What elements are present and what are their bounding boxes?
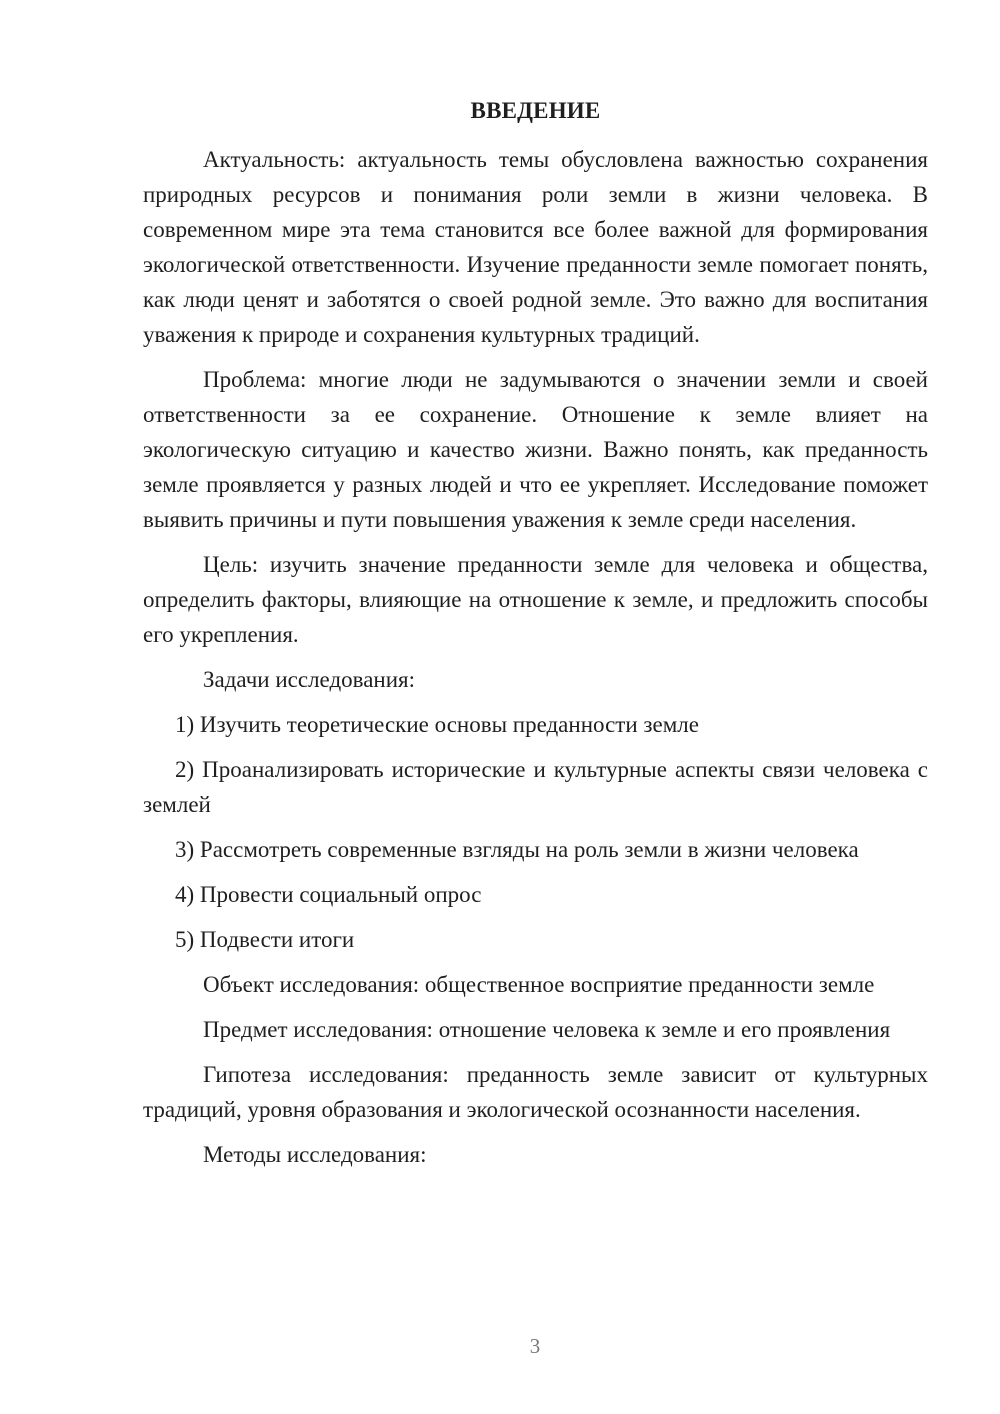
paragraph-problem: Проблема: многие люди не задумываются о значении земли и своей ответственности за ее сохранение. Отношение к земле влияет на экологическую ситуацию и качество жизни. Важно понять, как преданность земле проявляется у разных людей и что ее укрепляет. Исследование поможет выявить причины и пути повышения уважения к земле среди населения. xyxy=(143,367,928,532)
paragraph-goal: Цель: изучить значение преданности земле для человека и общества, определить факторы, влияющие на отношение к земле, и предложить способы его укрепления. xyxy=(143,552,928,647)
paragraph-object: Объект исследования: общественное восприятие преданности земле xyxy=(203,972,875,997)
paragraph-hypothesis: Гипотеза исследования: преданность земле зависит от культурных традиций, уровня образования и экологической осознанности населения. xyxy=(143,1062,928,1122)
page-number: 3 xyxy=(529,1334,541,1358)
paragraph-methods: Методы исследования: xyxy=(203,1142,427,1167)
paragraph-tasks-heading: Задачи исследования: xyxy=(203,667,416,692)
section-title: ВВЕДЕНИЕ xyxy=(470,98,601,123)
document-body xyxy=(143,142,928,1182)
task-item: 2) Проанализировать исторические и культурные аспекты связи человека с землей xyxy=(143,757,928,817)
task-item: 4) Провести социальный опрос xyxy=(175,882,482,907)
paragraph-relevance: Актуальность: актуальность темы обусловлена важностью сохранения природных ресурсов и понимания роли земли в жизни человека. В современном мире эта тема становится все более важной для формирования экологической ответственности. Изучение преданности земле помогает понять, как люди ценят и заботятся о своей родной земле. Это важно для воспитания уважения к природе и сохранения культурных традиций. xyxy=(143,147,928,347)
task-item: 1) Изучить теоретические основы преданности земле xyxy=(175,712,699,737)
task-item: 3) Рассмотреть современные взгляды на роль земли в жизни человека xyxy=(175,837,859,862)
paragraph-subject: Предмет исследования: отношение человека к земле и его проявления xyxy=(203,1017,891,1042)
task-item: 5) Подвести итоги xyxy=(175,927,355,952)
